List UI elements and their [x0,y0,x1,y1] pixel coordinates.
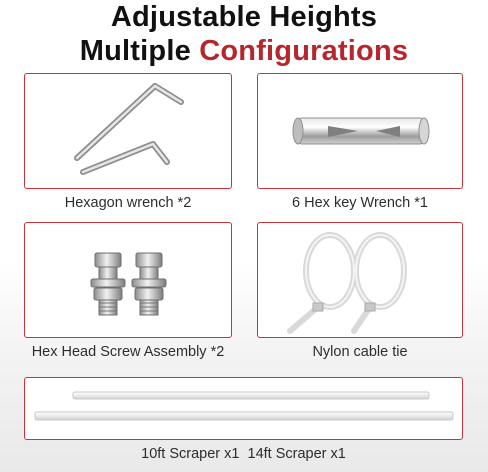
caption-tube-wrench: 6 Hex key Wrench *1 [292,195,428,211]
cable-tie-icon [258,223,463,338]
hexagon-wrench-icon [25,74,232,189]
headline-line-1: Adjustable Heights [110,1,378,33]
card-tube-wrench [257,73,463,189]
headline-plain: Multiple [79,35,191,67]
card-hex-screw [24,222,232,338]
card-hexagon-wrench [24,73,232,189]
caption-scraper: 10ft Scraper x1 14ft Scraper x1 [141,446,346,462]
headline-line-2 [0,34,488,68]
tube-wrench-icon [258,74,463,189]
scraper-icon [25,378,463,440]
caption-hex-screw: Hex Head Screw Assembly *2 [31,344,225,360]
card-cable-tie [257,222,463,338]
caption-hexagon-wrench: Hexagon wrench *2 [64,195,192,211]
headline-accent: Configurations [199,35,409,67]
headline [0,0,488,68]
caption-cable-tie: Nylon cable tie [312,344,408,360]
card-scraper [24,377,463,440]
hex-screw-icon [25,223,232,338]
